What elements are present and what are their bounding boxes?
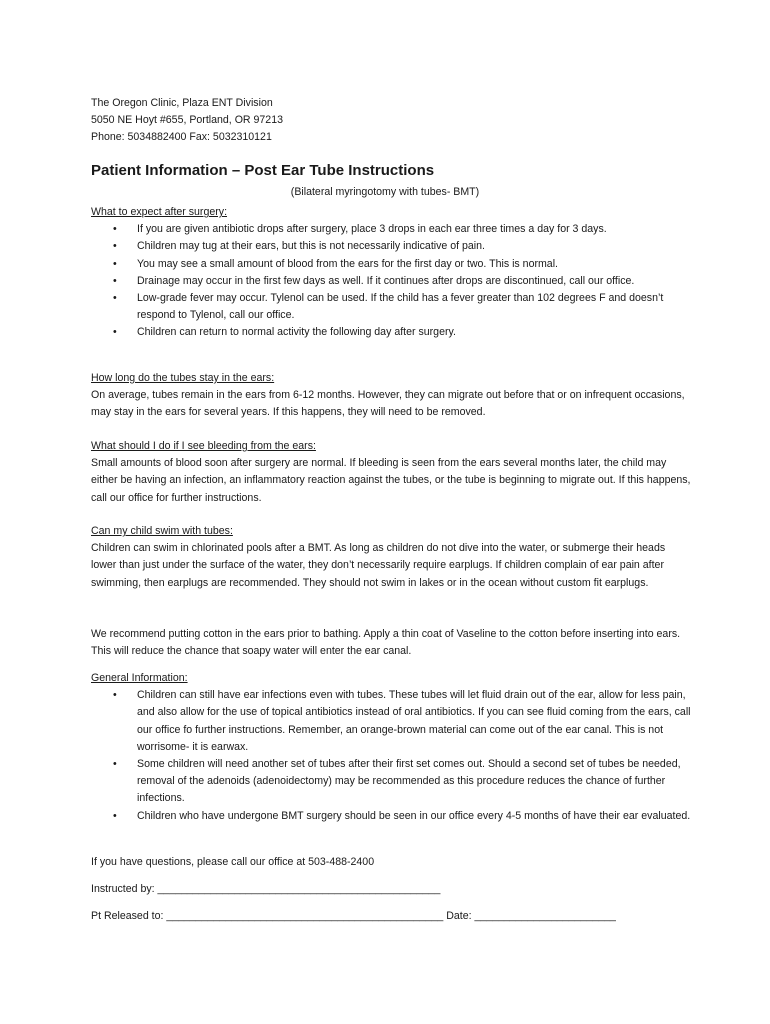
list-item: • Drainage may occur in the first few days as well. If it continues after drops are discontinued, call our office. — [91, 273, 691, 290]
document-subtitle: (Bilateral myringotomy with tubes- BMT) — [290, 186, 480, 198]
instructed-by-line: Instructed by: ________________________________________________ — [91, 883, 441, 895]
questions-line: If you have questions, please call our office at 503-488-2400 — [91, 856, 375, 868]
bathing-body: We recommend putting cotton in the ears prior to bathing. Apply a thin coat of Vaseline to the cotton before inserting into ears. This will reduce the chance that soapy water will enter the ear canal. — [91, 628, 681, 658]
list-item: • Some children will need another set of tubes after their first set comes out. Should a second set of tubes be needed, removal of the adenoids (adenoidectomy) may be recommended as this procedure reduces the chance of further infections. — [91, 756, 691, 808]
list-item: • If you are given antibiotic drops after surgery, place 3 drops in each ear three times a day for 3 days. — [91, 221, 691, 238]
list-item: • You may see a small amount of blood from the ears for the first day or two. This is normal. — [91, 256, 691, 273]
list-item: • Children may tug at their ears, but this is not necessarily indicative of pain. — [91, 238, 691, 255]
expect-heading: What to expect after surgery: — [91, 206, 228, 218]
released-to-line: Pt Released to: _______________________________________________ Date: ________________________ — [91, 910, 616, 922]
list-item: • Children can still have ear infections even with tubes. These tubes will let fluid drain out of the ear, allow for less pain, and also allow for the use of topical antibiotics instead of oral antibiotics. If you can see fluid coming from the ears, call our office fo further instructions. Remember, an orange-brown material can come out of the ear canal. This is not worrisome- it is earwax. — [91, 687, 691, 756]
document-title: Patient Information – Post Ear Tube Instructions — [91, 162, 435, 179]
bleeding-body: Small amounts of blood soon after surgery are normal. If bleeding is seen from the ears several months later, the child may either be having an infection, an inflammatory reaction against the tubes, or the tube is beginning to migrate out. If this happens, call our office for further instructions. — [91, 457, 691, 504]
swim-body: Children can swim in chlorinated pools after a BMT. As long as children do not dive into the water, or submerge their heads lower than just under the surface of the water, they don’t necessarily require earplugs. If children complain of ear pain after swimming, then earplugs are recommended. They should not swim in lakes or in the ocean without custom fit earplugs. — [91, 542, 666, 589]
list-item: • Children can return to normal activity the following day after surgery. — [91, 324, 691, 341]
stay-body: On average, tubes remain in the ears from 6-12 months. However, they can migrate out before that or on infrequent occasions, may stay in the ears for several years. If this happens, they will need to be removed. — [91, 389, 685, 419]
expect-section — [91, 204, 691, 342]
clinic-address: 5050 NE Hoyt #655, Portland, OR 97213 — [91, 114, 283, 126]
swim-section — [91, 523, 691, 592]
stay-section — [91, 370, 691, 422]
expect-list — [91, 221, 691, 341]
swim-heading: Can my child swim with tubes: — [91, 525, 233, 537]
clinic-header — [91, 95, 283, 146]
bathing-section — [91, 626, 691, 660]
general-section — [91, 670, 691, 825]
general-list — [91, 687, 691, 825]
list-item: • Low-grade fever may occur. Tylenol can be used. If the child has a fever greater than 102 degrees F and doesn’t respond to Tylenol, call our office. — [91, 290, 691, 324]
bleeding-heading: What should I do if I see bleeding from the ears: — [91, 440, 316, 452]
stay-heading: How long do the tubes stay in the ears: — [91, 372, 275, 384]
clinic-phone: Phone: 5034882400 Fax: 5032310121 — [91, 131, 272, 143]
bleeding-section — [91, 438, 691, 507]
general-heading: General Information: — [91, 672, 188, 684]
clinic-name: The Oregon Clinic, Plaza ENT Division — [91, 97, 273, 109]
list-item: • Children who have undergone BMT surgery should be seen in our office every 4-5 months of have their ear evaluated. — [91, 808, 691, 825]
